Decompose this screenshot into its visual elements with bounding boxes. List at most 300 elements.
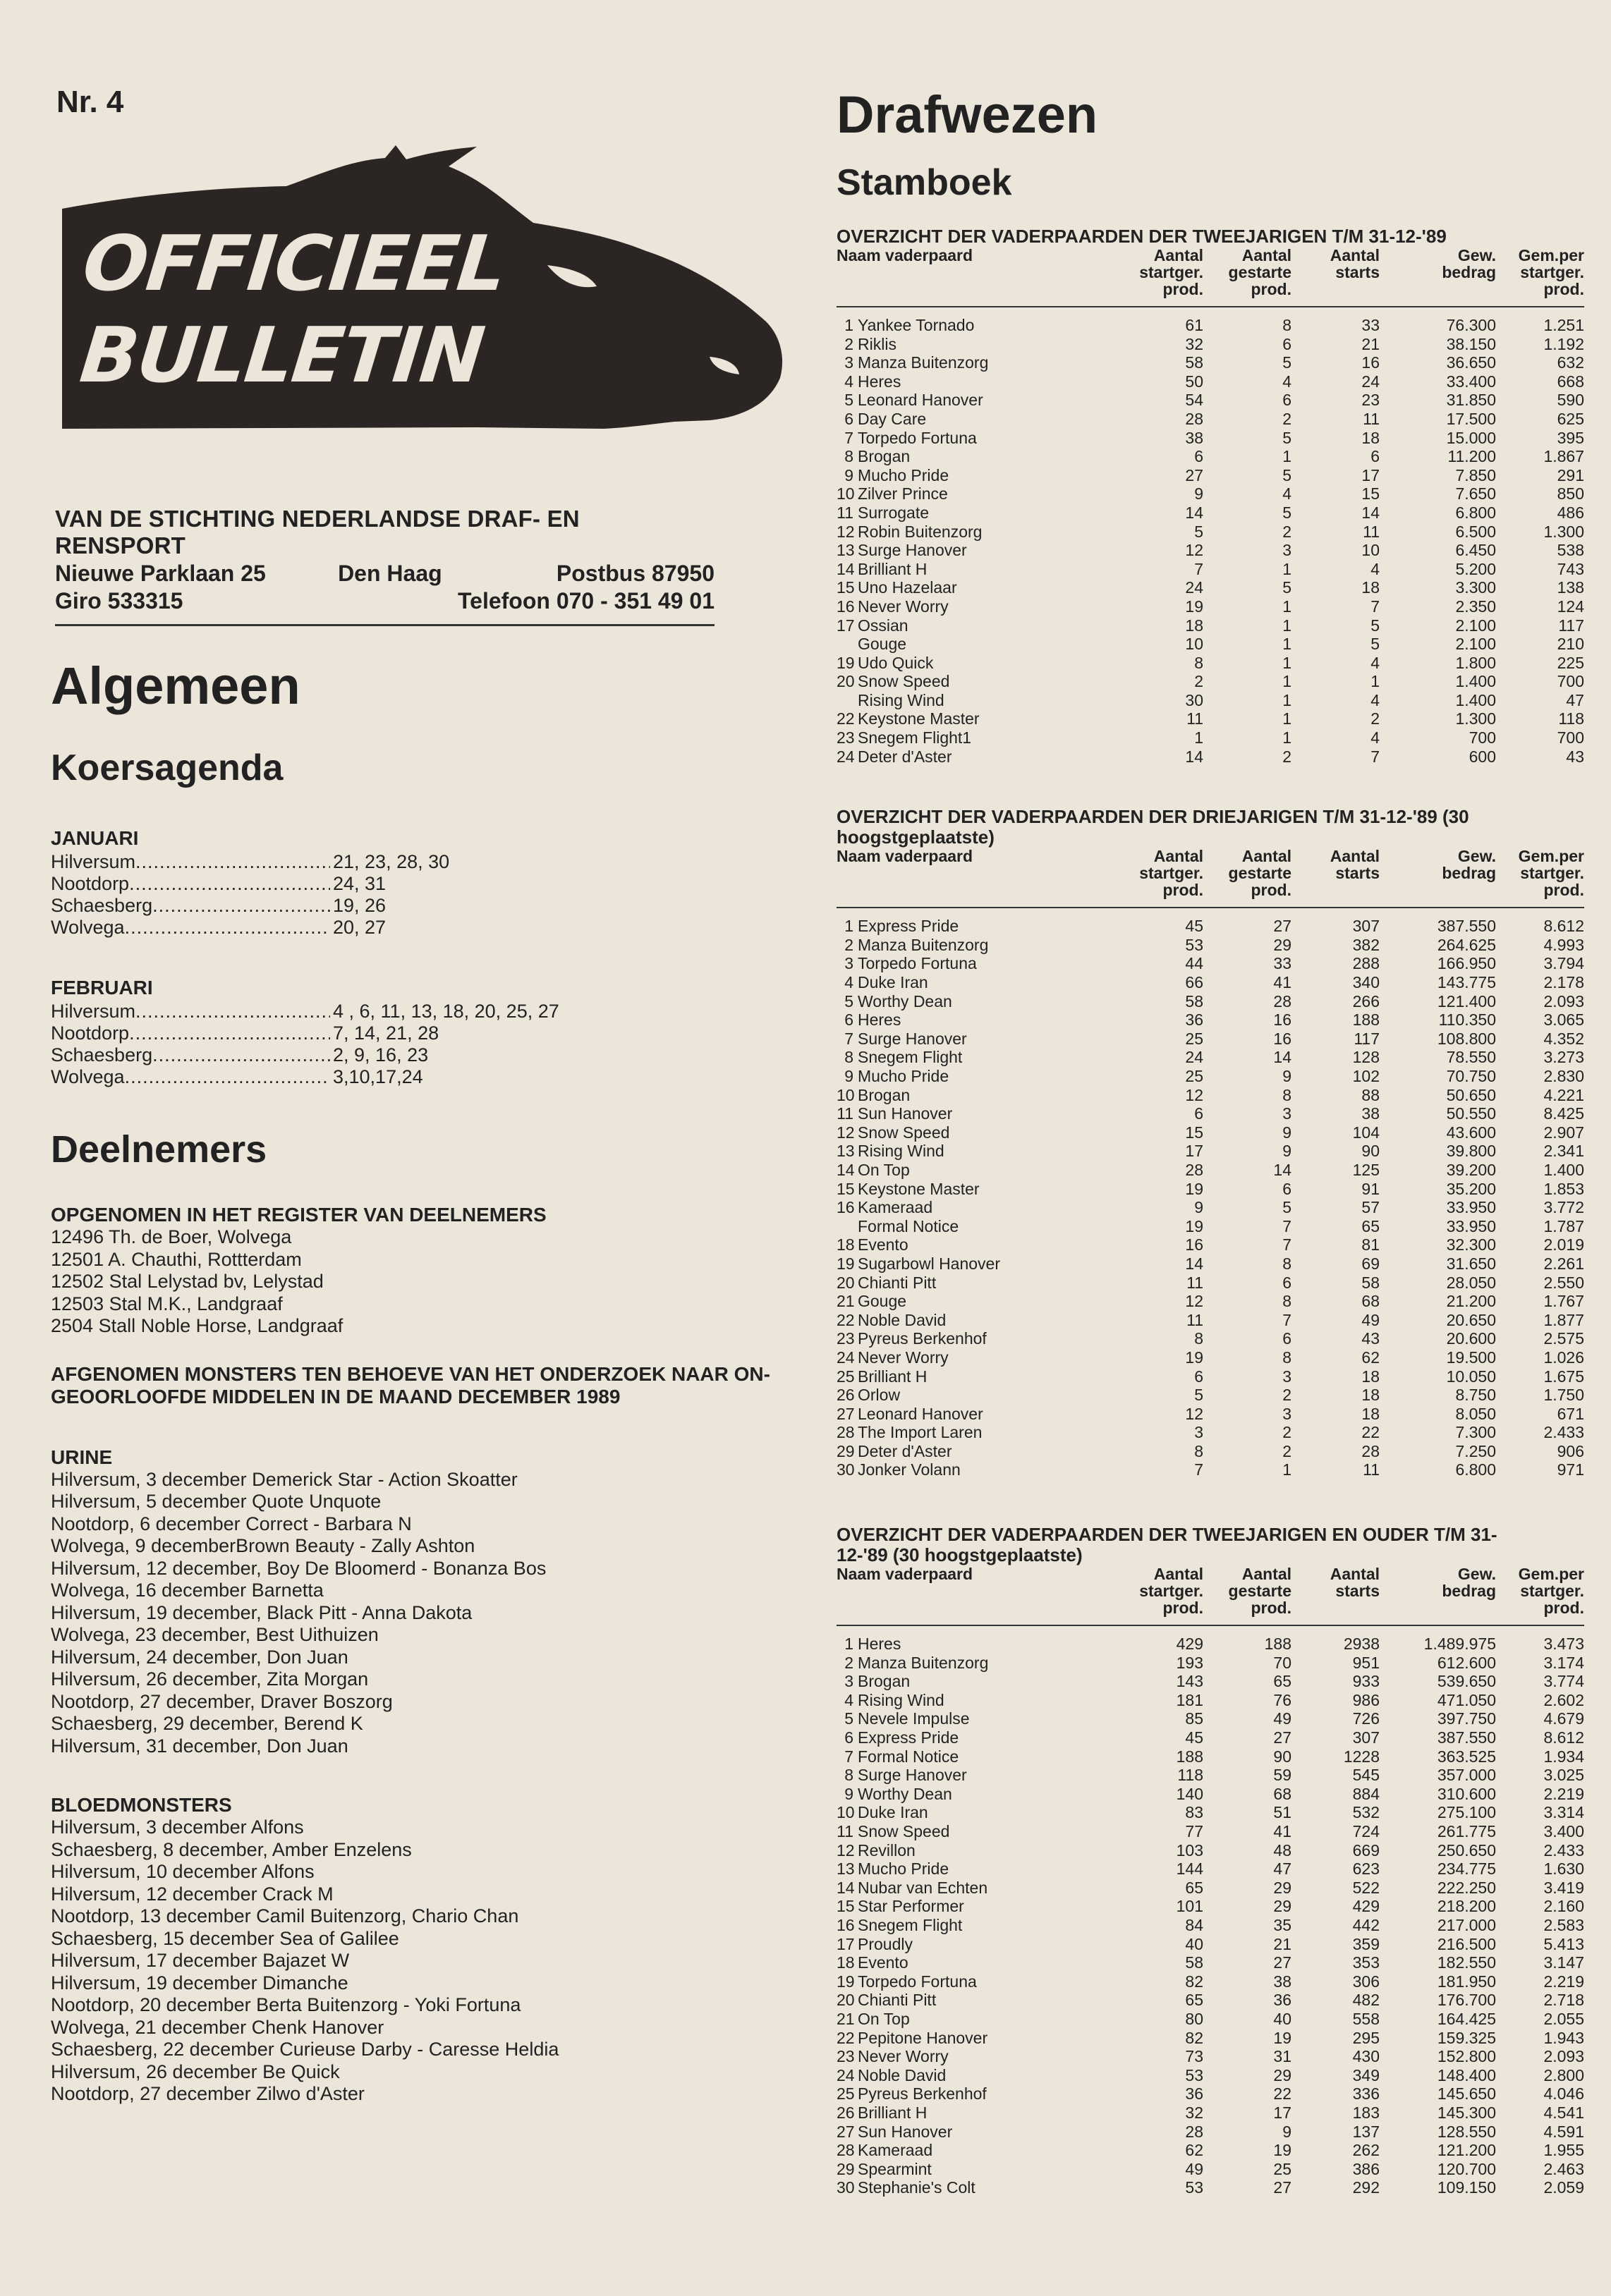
- row-name: Surge Hanover: [858, 1029, 967, 1048]
- row-rank: 30: [837, 2178, 855, 2197]
- agenda-dot-leader: [129, 1022, 330, 1044]
- table-row: [837, 1423, 1584, 1442]
- section-title-drafwezen: Drafwezen: [837, 85, 1098, 144]
- row-rank: 9: [844, 465, 853, 484]
- row-value: 58: [1185, 1953, 1203, 1972]
- table-row: [837, 1935, 1584, 1954]
- row-value: 36: [1185, 1010, 1203, 1030]
- row-value: 2.907: [1543, 1123, 1584, 1142]
- header-line: gestarte: [1228, 864, 1291, 883]
- row-value: 6: [1370, 447, 1380, 466]
- row-value: 57: [1361, 1198, 1380, 1217]
- right-column: [837, 78, 1584, 2197]
- row-rank: 18: [837, 1235, 855, 1254]
- table-row: [837, 503, 1584, 523]
- row-value: 31.850: [1446, 391, 1496, 410]
- row-value: 19: [1185, 1348, 1203, 1367]
- agenda-dot-leader: [152, 1044, 330, 1066]
- monsters-title-line1: AFGENOMEN MONSTERS TEN BEHOEVE VAN HET ONDERZOEK NAAR ON-: [51, 1362, 770, 1385]
- publisher-address: Nieuwe Parklaan 25: [55, 561, 266, 586]
- row-value: 10.050: [1446, 1367, 1496, 1386]
- row-rank: 29: [837, 2159, 855, 2178]
- row-value: 1.400: [1455, 690, 1496, 709]
- row-rank: 26: [837, 1386, 855, 1405]
- row-value: 4: [1282, 372, 1291, 391]
- bloed-entry: Nootdorp, 13 december Camil Buitenzorg, Chario Chan: [51, 1905, 519, 1926]
- row-name: Snegem Flight: [858, 1915, 963, 1934]
- header-h3: [1291, 247, 1380, 298]
- publisher-telefoon: Telefoon 070 - 351 49 01: [457, 588, 715, 613]
- row-value: 182.550: [1437, 1953, 1496, 1972]
- monsters-title-line2: GEOORLOOFDE MIDDELEN IN DE MAAND DECEMBER 1989: [51, 1385, 621, 1407]
- header-line: prod.: [1251, 280, 1291, 298]
- row-value: 29: [1273, 2065, 1291, 2084]
- header-line: Aantal: [1241, 1565, 1291, 1584]
- row-value: 62: [1361, 1348, 1380, 1367]
- row-value: 17: [1361, 465, 1380, 484]
- row-name: Mucho Pride: [858, 465, 949, 484]
- row-value: 33.950: [1446, 1216, 1496, 1235]
- table-row: [837, 1030, 1584, 1049]
- row-value: 15: [1185, 1123, 1203, 1142]
- row-name: Sun Hanover: [858, 1104, 953, 1123]
- row-value: 18: [1361, 1404, 1380, 1423]
- row-name: Stephanie's Colt: [858, 2178, 975, 2197]
- row-value: 17.500: [1446, 409, 1496, 428]
- table-row: [837, 523, 1584, 542]
- row-value: 32: [1185, 2103, 1203, 2122]
- row-rank: 15: [837, 1897, 855, 1916]
- register-list: [51, 1226, 798, 1338]
- row-value: 88: [1361, 1085, 1380, 1104]
- row-rank: 25: [837, 1367, 855, 1386]
- row-value: 700: [1557, 728, 1584, 747]
- row-value: 73: [1185, 2047, 1203, 2066]
- row-rank: [837, 635, 858, 654]
- row-value: 145.650: [1437, 2084, 1496, 2103]
- table-row: [837, 484, 1584, 503]
- row-value: 18: [1361, 1386, 1380, 1405]
- table-row: [837, 2010, 1584, 2029]
- row-value: 159.325: [1437, 2028, 1496, 2047]
- table-row: [837, 1329, 1584, 1348]
- row-value: 3.065: [1543, 1010, 1584, 1030]
- table-row: [837, 1161, 1584, 1180]
- header-line: Gem.per: [1518, 1565, 1584, 1584]
- row-value: 81: [1361, 1235, 1380, 1254]
- deelnemers-title: Deelnemers: [51, 1128, 267, 1171]
- row-value: 36: [1185, 2084, 1203, 2103]
- bloed-entry: Schaesberg, 8 december, Amber Enzelens: [51, 1838, 412, 1860]
- row-value: 2: [1194, 672, 1203, 691]
- row-value: 28: [1185, 1160, 1203, 1179]
- row-value: 590: [1557, 391, 1584, 410]
- row-value: 1.877: [1543, 1310, 1584, 1329]
- table-row: [837, 1672, 1584, 1691]
- row-value: 82: [1185, 2028, 1203, 2047]
- row-value: 291: [1557, 465, 1584, 484]
- row-name: Snow Speed: [858, 1123, 950, 1142]
- row-value: 4.993: [1543, 935, 1584, 954]
- row-value: 1.943: [1543, 2028, 1584, 2047]
- row-value: 538: [1557, 541, 1584, 560]
- row-name: Udo Quick: [858, 653, 934, 672]
- row-value: 2.350: [1455, 597, 1496, 616]
- row-value: 668: [1557, 372, 1584, 391]
- publisher-city: Den Haag: [338, 561, 442, 586]
- agenda-month-name: FEBRUARI: [51, 977, 153, 999]
- row-rank: 27: [837, 2122, 855, 2141]
- row-value: 20.600: [1446, 1329, 1496, 1348]
- row-value: 8.050: [1455, 1404, 1496, 1423]
- row-value: 145.300: [1437, 2103, 1496, 2122]
- row-value: 10: [1185, 635, 1203, 654]
- row-value: 148.400: [1437, 2065, 1496, 2084]
- row-value: 7: [1194, 559, 1203, 578]
- row-rank: 9: [844, 1784, 853, 1803]
- row-name: Nubar van Echten: [858, 1878, 988, 1897]
- row-value: 357.000: [1437, 1766, 1496, 1785]
- row-value: 6.800: [1455, 1460, 1496, 1479]
- row-value: 9: [1194, 1198, 1203, 1217]
- table-row: [837, 1916, 1584, 1935]
- row-value: 2.800: [1543, 2065, 1584, 2084]
- table-row: [837, 1386, 1584, 1405]
- row-value: 4.352: [1543, 1029, 1584, 1048]
- row-value: 9: [1282, 1067, 1291, 1085]
- agenda-month-name: JANUARI: [51, 827, 139, 849]
- row-value: 4.046: [1543, 2084, 1584, 2103]
- row-value: 27: [1273, 1953, 1291, 1972]
- header-line: Gew.: [1457, 1565, 1496, 1584]
- row-value: 4.221: [1543, 1085, 1584, 1104]
- row-value: 1.934: [1543, 1747, 1584, 1766]
- row-value: 118: [1177, 1766, 1203, 1785]
- row-value: 1: [1282, 616, 1291, 635]
- row-rank: 15: [837, 1179, 855, 1198]
- row-name: Formal Notice: [858, 1747, 959, 1766]
- agenda-place: Schaesberg: [51, 895, 153, 916]
- row-name: Express Pride: [858, 917, 959, 936]
- urine-entry: Hilversum, 5 december Quote Unquote: [51, 1491, 382, 1512]
- table-row: [837, 1879, 1584, 1898]
- agenda-place: Wolvega: [51, 917, 125, 938]
- row-name: Rising Wind: [858, 1690, 944, 1709]
- row-value: 4.591: [1543, 2122, 1584, 2141]
- header-h4: [1380, 848, 1496, 898]
- row-value: 8: [1194, 1441, 1203, 1460]
- stamboek-table: [837, 226, 1584, 766]
- row-value: 16: [1361, 353, 1380, 372]
- row-value: 12: [1185, 541, 1203, 560]
- row-value: 7: [1282, 1235, 1291, 1254]
- row-value: 3: [1194, 1423, 1203, 1442]
- row-value: 22: [1361, 1423, 1380, 1442]
- table-row: [837, 1709, 1584, 1728]
- header-line: gestarte: [1228, 263, 1291, 281]
- row-value: 1.630: [1543, 1860, 1584, 1879]
- row-value: 225: [1557, 653, 1584, 672]
- row-value: 1228: [1343, 1747, 1380, 1766]
- bloed-entry: Nootdorp, 27 december Zilwo d'Aster: [51, 2083, 365, 2104]
- row-value: 5: [1194, 522, 1203, 541]
- row-value: 1: [1282, 559, 1291, 578]
- row-value: 61: [1185, 316, 1203, 334]
- bloed-entry: Hilversum, 19 december Dimanche: [51, 1972, 348, 1993]
- row-value: 17: [1185, 1142, 1203, 1161]
- row-rank: 24: [837, 2065, 855, 2084]
- row-value: 117: [1354, 1029, 1380, 1048]
- row-rank: 4: [844, 1690, 853, 1709]
- row-value: 4: [1282, 484, 1291, 503]
- table-title: 12-'89 (30 hoogstgeplaatste): [837, 1544, 1083, 1566]
- row-name: Kameraad: [858, 2141, 933, 2160]
- agenda-row: [51, 1066, 587, 1088]
- row-name: Gouge: [858, 635, 907, 654]
- header-naam-vaderpaard: Naam vaderpaard: [837, 1565, 973, 1584]
- row-value: 120.700: [1437, 2159, 1496, 2178]
- table-row: [837, 1254, 1584, 1274]
- header-line: prod.: [1162, 280, 1203, 298]
- bloed-entry: Schaesberg, 22 december Curieuse Darby - Caresse Heldia: [51, 2039, 559, 2060]
- row-value: 70: [1273, 1653, 1291, 1672]
- table-row: [837, 1654, 1584, 1673]
- row-name: The Import Laren: [858, 1423, 983, 1442]
- logo-text-line2: BULLETIN: [76, 310, 487, 400]
- row-value: 933: [1352, 1672, 1380, 1691]
- row-name: Express Pride: [858, 1728, 959, 1747]
- header-line: prod.: [1162, 881, 1203, 900]
- bloed-section: [51, 1794, 798, 2106]
- header-line: startger.: [1139, 1582, 1203, 1601]
- row-value: 2: [1282, 1423, 1291, 1442]
- row-value: 49: [1273, 1709, 1291, 1728]
- header-h1: [1115, 247, 1203, 298]
- table-row: [837, 1048, 1584, 1067]
- row-value: 3: [1282, 1104, 1291, 1123]
- row-value: 101: [1176, 1897, 1203, 1916]
- row-value: 724: [1352, 1822, 1380, 1840]
- row-name: Deter d'Aster: [858, 747, 952, 766]
- row-value: 19.500: [1446, 1348, 1496, 1367]
- row-value: 1.867: [1543, 447, 1584, 466]
- row-name: Chianti Pitt: [858, 1991, 937, 2010]
- row-name: Noble David: [858, 2065, 947, 2084]
- row-value: 971: [1557, 1460, 1584, 1479]
- row-value: 30: [1185, 690, 1203, 709]
- row-value: 10: [1361, 541, 1380, 560]
- table-row: [837, 1803, 1584, 1822]
- agenda-dates: 24, 31: [333, 873, 387, 894]
- table-row: [837, 691, 1584, 710]
- row-rank: 25: [837, 2084, 855, 2103]
- row-value: 1: [1194, 728, 1203, 747]
- row-value: 22: [1273, 2084, 1291, 2103]
- row-value: 5: [1194, 1386, 1203, 1405]
- row-name: Surge Hanover: [858, 541, 967, 560]
- table-row: [837, 936, 1584, 955]
- row-value: 140: [1176, 1784, 1203, 1803]
- row-value: 1.800: [1455, 653, 1496, 672]
- table-row: [837, 1691, 1584, 1710]
- row-value: 19: [1185, 1179, 1203, 1198]
- row-value: 33: [1361, 316, 1380, 334]
- header-line: starts: [1335, 263, 1380, 281]
- row-rank: 24: [837, 1348, 855, 1367]
- header-line: prod.: [1251, 881, 1291, 900]
- table-row: [837, 1897, 1584, 1916]
- table-row: [837, 1217, 1584, 1236]
- row-value: 986: [1352, 1690, 1380, 1709]
- table-row: [837, 616, 1584, 635]
- row-value: 33.950: [1446, 1198, 1496, 1217]
- row-value: 188: [1176, 1747, 1203, 1766]
- header-line: Gem.per: [1518, 847, 1584, 866]
- row-rank: 10: [837, 484, 855, 503]
- row-value: 9: [1194, 484, 1203, 503]
- row-value: 2.055: [1543, 2009, 1584, 2028]
- row-value: 21.200: [1446, 1292, 1496, 1311]
- row-rank: 11: [837, 1822, 853, 1840]
- table-row: [837, 372, 1584, 391]
- table-row: [837, 1367, 1584, 1386]
- table-row: [837, 635, 1584, 654]
- table-row: [837, 541, 1584, 560]
- row-value: 20.650: [1446, 1310, 1496, 1329]
- row-value: 1: [1282, 690, 1291, 709]
- row-value: 54: [1185, 391, 1203, 410]
- row-value: 359: [1352, 1934, 1380, 1953]
- bloed-title: BLOEDMONSTERS: [51, 1794, 232, 1816]
- header-h4: [1380, 247, 1496, 298]
- table-row: [837, 1348, 1584, 1367]
- row-value: 1: [1282, 728, 1291, 747]
- row-value: 486: [1557, 503, 1584, 522]
- table-row: [837, 578, 1584, 597]
- table-row: [837, 1123, 1584, 1142]
- row-value: 90: [1361, 1142, 1380, 1161]
- row-value: 47: [1566, 690, 1584, 709]
- row-value: 2.602: [1543, 1690, 1584, 1709]
- row-value: 29: [1273, 1878, 1291, 1897]
- row-rank: 3: [844, 353, 853, 372]
- row-name: Leonard Hanover: [858, 1404, 983, 1423]
- row-value: 2.550: [1543, 1273, 1584, 1292]
- stamboek-table: [837, 1525, 1584, 2197]
- agenda-month-block: [51, 977, 798, 1088]
- agenda-row: [51, 895, 587, 917]
- row-value: 397.750: [1437, 1709, 1496, 1728]
- row-value: 5: [1282, 1198, 1291, 1217]
- urine-entry: Hilversum, 24 december, Don Juan: [51, 1646, 348, 1668]
- row-value: 2938: [1343, 1635, 1380, 1654]
- row-value: 6: [1282, 391, 1291, 410]
- row-rank: 4: [844, 973, 853, 992]
- table-row: [837, 1274, 1584, 1293]
- bloed-entry: Hilversum, 12 december Crack M: [51, 1883, 334, 1905]
- header-line: startger.: [1520, 864, 1584, 883]
- row-rank: 8: [844, 1048, 853, 1067]
- row-value: 31.650: [1446, 1254, 1496, 1273]
- row-value: 266: [1352, 991, 1380, 1010]
- row-value: 80: [1185, 2009, 1203, 2028]
- row-value: 117: [1558, 616, 1584, 635]
- row-value: 4.541: [1543, 2103, 1584, 2122]
- row-value: 35: [1273, 1915, 1291, 1934]
- row-rank: 27: [837, 1404, 855, 1423]
- row-value: 522: [1352, 1878, 1380, 1897]
- row-value: 1: [1282, 653, 1291, 672]
- header-h3: [1291, 848, 1380, 898]
- row-value: 12: [1185, 1085, 1203, 1104]
- row-value: 1.489.975: [1423, 1635, 1496, 1654]
- row-name: Torpedo Fortuna: [858, 954, 977, 973]
- table-row: [837, 2178, 1584, 2197]
- publisher-postbus: Postbus 87950: [556, 561, 715, 586]
- row-value: 82: [1185, 1972, 1203, 1991]
- row-rank: 19: [837, 653, 855, 672]
- row-value: 539.650: [1437, 1672, 1496, 1691]
- table-row: [837, 1405, 1584, 1424]
- row-name: Pyreus Berkenhof: [858, 1329, 987, 1348]
- row-value: 44: [1185, 954, 1203, 973]
- row-value: 6: [1282, 334, 1291, 353]
- row-rank: 22: [837, 1310, 855, 1329]
- table-row: [837, 1635, 1584, 1654]
- row-value: 76.300: [1446, 316, 1496, 334]
- row-value: 28: [1185, 2122, 1203, 2141]
- row-name: On Top: [858, 1160, 910, 1179]
- row-value: 850: [1557, 484, 1584, 503]
- agenda-dot-leader: [125, 1066, 330, 1088]
- table-row: [837, 353, 1584, 372]
- row-name: Never Worry: [858, 1348, 949, 1367]
- row-value: 264.625: [1437, 935, 1496, 954]
- row-value: 632: [1557, 353, 1584, 372]
- row-value: 382: [1352, 935, 1380, 954]
- row-value: 2.100: [1455, 635, 1496, 654]
- row-rank: 6: [844, 1010, 853, 1030]
- table-row: [837, 316, 1584, 335]
- row-value: 4: [1370, 559, 1380, 578]
- header-line: Aantal: [1153, 847, 1203, 866]
- row-value: 144: [1176, 1860, 1203, 1879]
- row-name: Brogan: [858, 1085, 911, 1104]
- register-section: [51, 1204, 798, 1338]
- bloed-entry: Hilversum, 26 december Be Quick: [51, 2060, 340, 2082]
- row-value: 18: [1361, 428, 1380, 447]
- row-rank: 2: [844, 935, 853, 954]
- row-value: 69: [1361, 1254, 1380, 1273]
- row-rank: 1: [844, 917, 853, 936]
- table-row: [837, 2141, 1584, 2160]
- row-value: 1.955: [1543, 2141, 1584, 2160]
- row-value: 3.273: [1543, 1048, 1584, 1067]
- header-naam-vaderpaard: Naam vaderpaard: [837, 847, 973, 866]
- row-rank: 22: [837, 709, 855, 728]
- row-rank: 20: [837, 672, 855, 691]
- row-value: 387.550: [1437, 1728, 1496, 1747]
- header-line: prod.: [1162, 1599, 1203, 1618]
- row-name: Brilliant H: [858, 1367, 928, 1386]
- table-row: [837, 2047, 1584, 2066]
- row-value: 104: [1352, 1123, 1380, 1142]
- row-value: 3.419: [1543, 1878, 1584, 1897]
- row-rank: [837, 691, 858, 710]
- row-value: 3.300: [1455, 578, 1496, 597]
- row-value: 1: [1282, 447, 1291, 466]
- row-name: On Top: [858, 2009, 910, 2028]
